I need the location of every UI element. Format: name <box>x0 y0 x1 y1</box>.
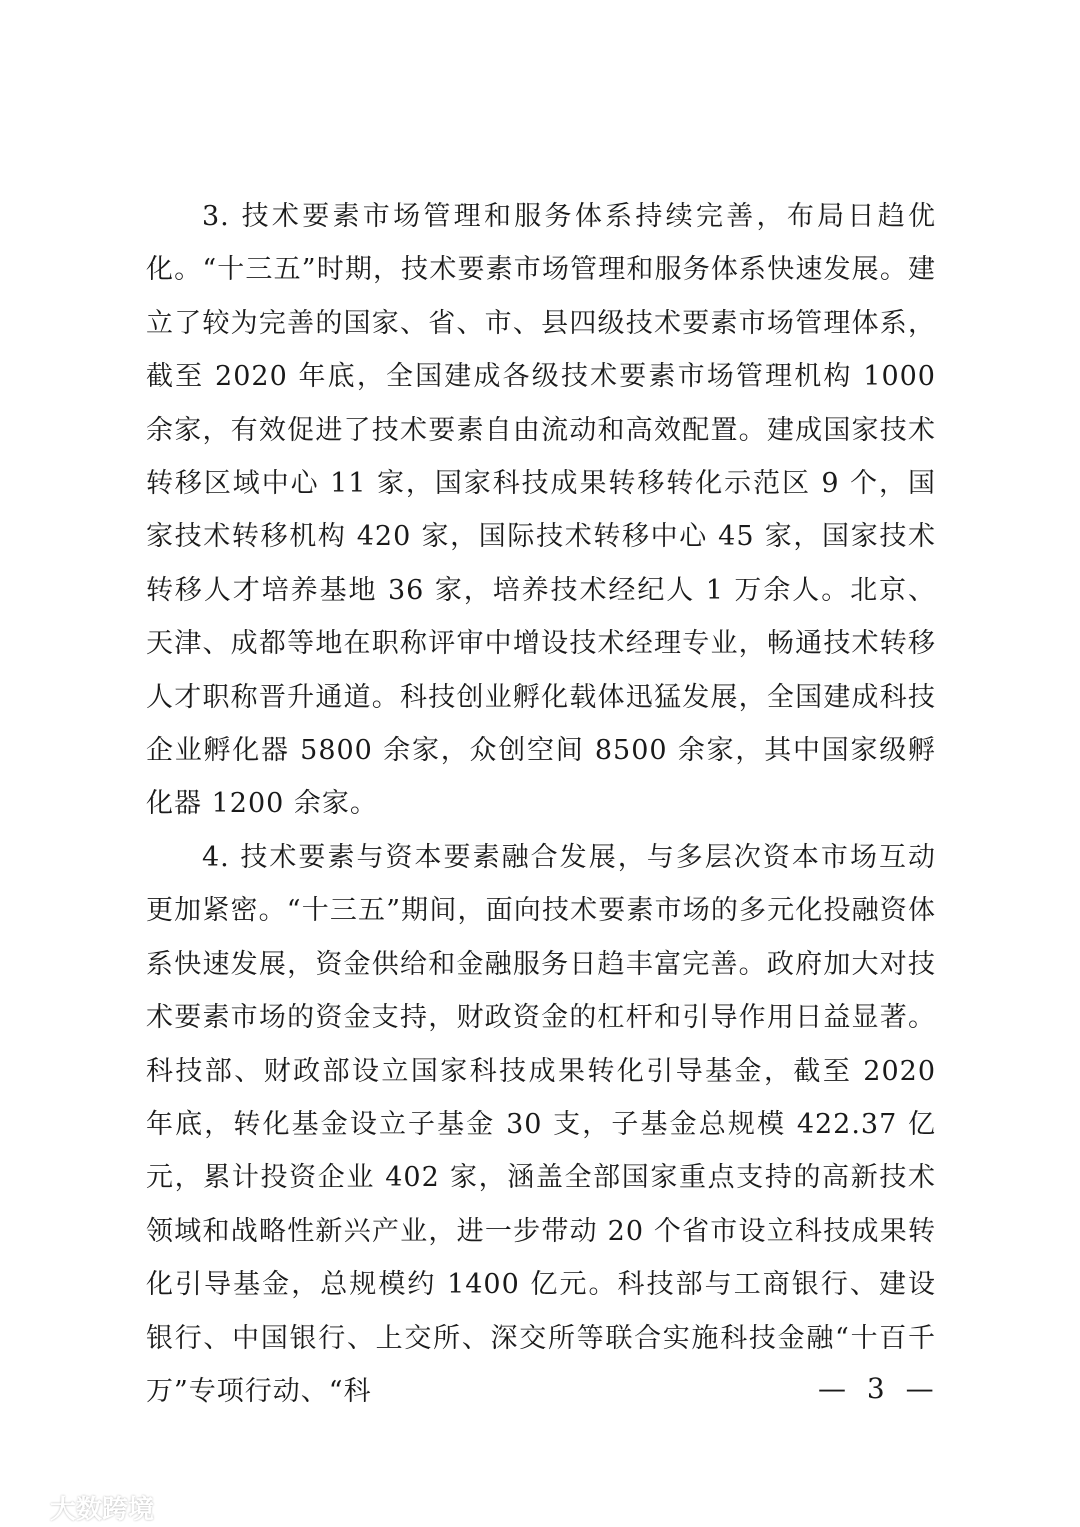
weibo-logo-icon <box>6 1493 46 1523</box>
document-body <box>146 190 936 1418</box>
watermark-text: 大数跨境 <box>50 1495 155 1525</box>
paragraph-3: 3. 技术要素市场管理和服务体系持续完善，布局日趋优化。“十三五”时期，技术要素市场管理和服务体系快速发展。建立了较为完善的国家、省、市、县四级技术要素市场管理体系，截至 2020 年底，全国建成各级技术要素市场管理机构 1000 余家，有效促进了技术要素自由流动和高效配置。建成国家技术转移区域中心 11 家，国家科技成果转移转化示范区 9 个，国家技术转移机构 420 家，国际技术转移中心 45 家，国家技术转移人才培养基地 36 家，培养技术经纪人 1 万余人。北京、天津、成都等地在职称评审中增设技术经理专业，畅通技术转移人才职称晋升通道。科技创业孵化载体迅猛发展，全国建成科技企业孵化器 5800 余家，众创空间 8500 余家，其中国家级孵化器 1200 余家。 <box>146 201 936 820</box>
watermark <box>6 1489 154 1526</box>
paragraph-4: 4. 技术要素与资本要素融合发展，与多层次资本市场互动更加紧密。“十三五”期间，面向技术要素市场的多元化投融资体系快速发展，资金供给和金融服务日趋丰富完善。政府加大对技术要素市场的资金支持，财政资金的杠杆和引导作用日益显著。科技部、财政部设立国家科技成果转化引导基金，截至 2020 年底，转化基金设立子基金 30 支，子基金总规模 422.37 亿元，累计投资企业 402 家，涵盖全部国家重点支持的高新技术领域和战略性新兴产业，进一步带动 20 个省市设立科技成果转化引导基金，总规模约 1400 亿元。科技部与工商银行、建设银行、中国银行、上交所、深交所等联合实施科技金融“十百千万”专项行动、“科 <box>146 841 936 1407</box>
page-number: — 3 — <box>818 1372 940 1405</box>
